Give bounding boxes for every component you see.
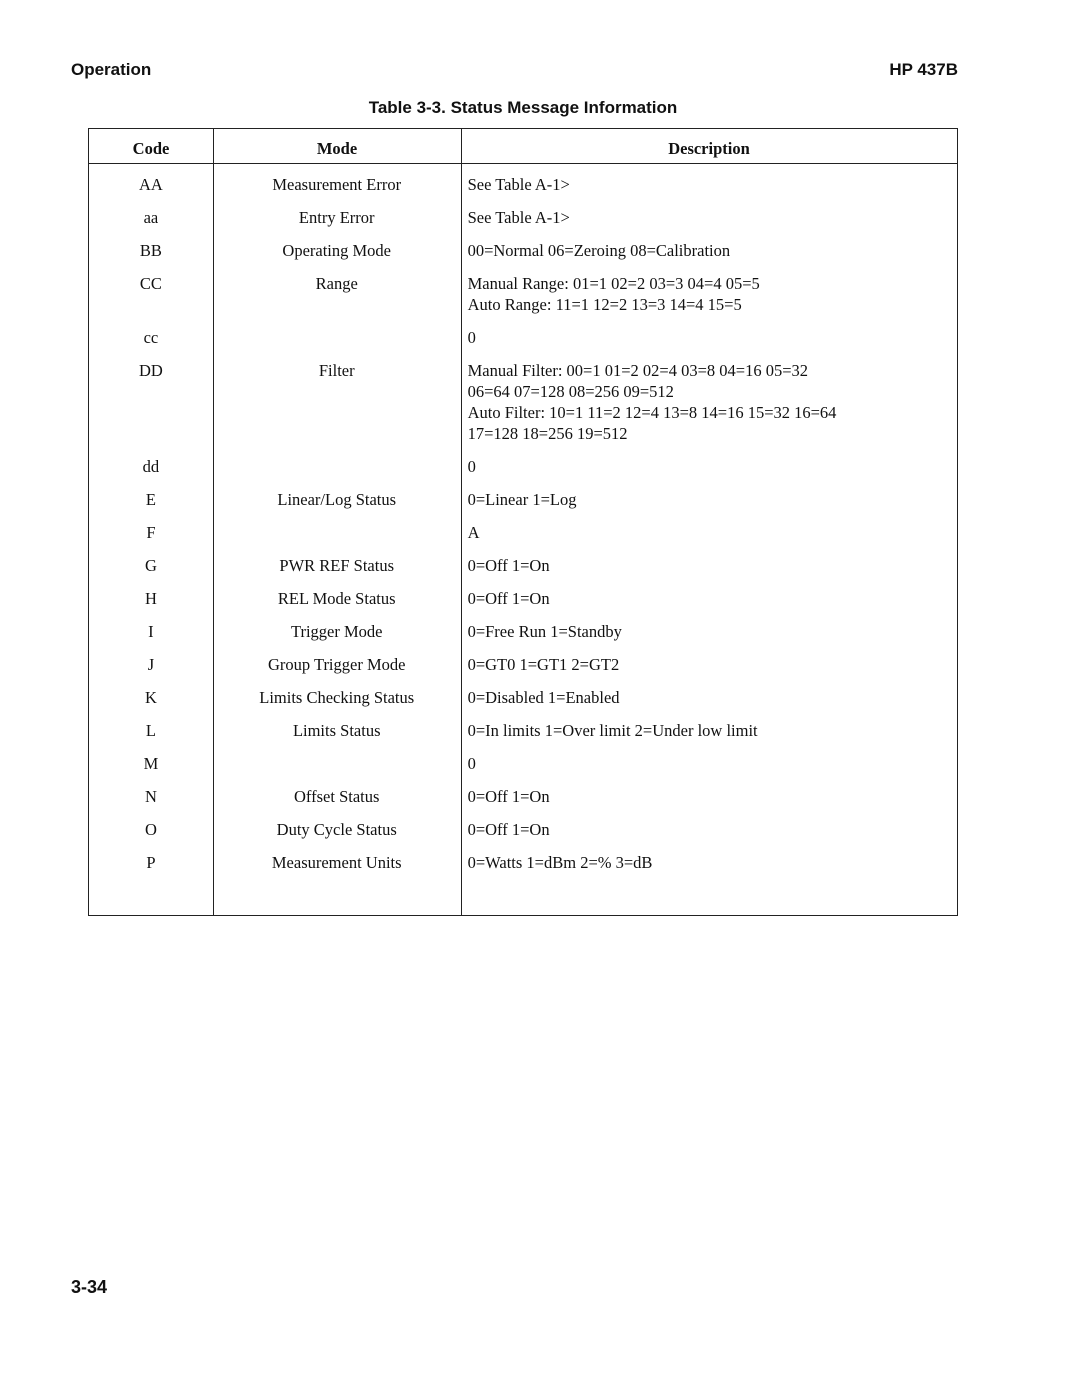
code-cell: J bbox=[147, 655, 155, 674]
description-line: 0=Disabled 1=Enabled bbox=[467, 688, 620, 707]
code-cell: BB bbox=[139, 241, 162, 260]
description-cell bbox=[461, 207, 957, 228]
code-cell: P bbox=[146, 853, 156, 872]
mode-cell: Limits Checking Status bbox=[259, 688, 415, 707]
description-cell bbox=[461, 687, 957, 708]
column-header-description: Description bbox=[668, 139, 750, 158]
table-row bbox=[89, 240, 957, 261]
table-row bbox=[89, 174, 957, 195]
mode-cell: Offset Status bbox=[294, 787, 380, 806]
description-line: 0=Linear 1=Log bbox=[467, 490, 577, 509]
table-row bbox=[89, 720, 957, 741]
code-cell: K bbox=[144, 688, 157, 707]
description-line: A bbox=[467, 523, 480, 542]
table-body bbox=[89, 174, 957, 885]
description-line: See Table A-1> bbox=[467, 175, 570, 194]
table-row bbox=[89, 621, 957, 642]
code-cell: AA bbox=[139, 175, 163, 194]
mode-cell: REL Mode Status bbox=[277, 589, 396, 608]
mode-cell: Filter bbox=[318, 361, 355, 380]
description-line: Auto Range: 11=1 12=2 13=3 14=4 15=5 bbox=[467, 295, 742, 314]
description-line: 0=Off 1=On bbox=[467, 556, 550, 575]
code-cell: I bbox=[148, 622, 154, 641]
table-row bbox=[89, 687, 957, 708]
table-row bbox=[89, 654, 957, 675]
description-cell bbox=[461, 489, 957, 510]
mode-cell: Trigger Mode bbox=[290, 622, 383, 641]
code-cell: cc bbox=[143, 328, 159, 347]
mode-cell: Duty Cycle Status bbox=[276, 820, 397, 839]
code-cell: M bbox=[143, 754, 159, 773]
mode-cell: PWR REF Status bbox=[279, 556, 395, 575]
mode-cell: Measurement Units bbox=[271, 853, 402, 872]
table-row bbox=[89, 819, 957, 840]
description-line: 0=Off 1=On bbox=[467, 820, 550, 839]
column-header-code: Code bbox=[132, 139, 170, 158]
code-cell: N bbox=[144, 787, 157, 806]
status-message-table bbox=[88, 128, 958, 916]
description-cell bbox=[461, 456, 957, 477]
table-row bbox=[89, 327, 957, 348]
mode-cell: Operating Mode bbox=[282, 241, 392, 260]
section-title: Operation bbox=[71, 60, 152, 79]
code-cell: DD bbox=[139, 361, 163, 380]
model-title: HP 437B bbox=[889, 60, 958, 79]
description-line: 06=64 07=128 08=256 09=512 bbox=[467, 382, 674, 401]
code-cell: CC bbox=[139, 274, 162, 293]
description-cell bbox=[461, 360, 957, 444]
description-cell bbox=[461, 273, 957, 315]
description-cell bbox=[461, 588, 957, 609]
mode-cell: Linear/Log Status bbox=[277, 490, 397, 509]
table-row bbox=[89, 522, 957, 543]
table-row bbox=[89, 852, 957, 873]
description-line: 0=In limits 1=Over limit 2=Under low limit bbox=[467, 721, 758, 740]
description-cell bbox=[461, 522, 957, 543]
description-line: 00=Normal 06=Zeroing 08=Calibration bbox=[467, 241, 731, 260]
header-divider bbox=[89, 163, 957, 164]
table-row bbox=[89, 555, 957, 576]
table-row bbox=[89, 207, 957, 228]
code-cell: O bbox=[144, 820, 157, 839]
description-cell bbox=[461, 786, 957, 807]
page-number: 3-34 bbox=[71, 1277, 108, 1297]
table-title: Table 3-3. Status Message Information bbox=[368, 98, 678, 117]
table-row bbox=[89, 588, 957, 609]
description-cell bbox=[461, 555, 957, 576]
description-line: 0=Watts 1=dBm 2=% 3=dB bbox=[467, 853, 653, 872]
table-row bbox=[89, 786, 957, 807]
mode-cell: Group Trigger Mode bbox=[267, 655, 406, 674]
code-cell: dd bbox=[142, 457, 160, 476]
description-line: 0=GT0 1=GT1 2=GT2 bbox=[467, 655, 620, 674]
description-cell bbox=[461, 240, 957, 261]
description-cell bbox=[461, 621, 957, 642]
description-line: 0=Off 1=On bbox=[467, 589, 550, 608]
description-line: Manual Range: 01=1 02=2 03=3 04=4 05=5 bbox=[467, 274, 760, 293]
mode-cell: Entry Error bbox=[298, 208, 375, 227]
description-cell bbox=[461, 327, 957, 348]
table-row bbox=[89, 753, 957, 774]
description-line: Auto Filter: 10=1 11=2 12=4 13=8 14=16 15=32 16=64 bbox=[467, 403, 837, 422]
code-cell: aa bbox=[143, 208, 159, 227]
description-cell bbox=[461, 753, 957, 774]
description-line: 0 bbox=[467, 754, 476, 773]
code-cell: L bbox=[145, 721, 156, 740]
description-line: See Table A-1> bbox=[467, 208, 570, 227]
description-line: 0=Free Run 1=Standby bbox=[467, 622, 622, 641]
code-cell: H bbox=[144, 589, 157, 608]
description-line: 0 bbox=[467, 328, 476, 347]
description-line: 0 bbox=[467, 457, 476, 476]
mode-cell: Range bbox=[315, 274, 358, 293]
code-cell: E bbox=[145, 490, 156, 509]
mode-cell: Measurement Error bbox=[272, 175, 402, 194]
description-line: Manual Filter: 00=1 01=2 02=4 03=8 04=16 05=32 bbox=[467, 361, 809, 380]
description-line: 17=128 18=256 19=512 bbox=[467, 424, 628, 443]
table-row bbox=[89, 489, 957, 510]
description-cell bbox=[461, 720, 957, 741]
description-cell bbox=[461, 819, 957, 840]
code-cell: F bbox=[146, 523, 156, 542]
description-cell bbox=[461, 174, 957, 195]
description-cell bbox=[461, 852, 957, 873]
table-row bbox=[89, 456, 957, 477]
table-row bbox=[89, 360, 957, 444]
description-line: 0=Off 1=On bbox=[467, 787, 550, 806]
description-cell bbox=[461, 654, 957, 675]
table-row bbox=[89, 273, 957, 315]
mode-cell: Limits Status bbox=[292, 721, 381, 740]
column-header-mode: Mode bbox=[316, 139, 358, 158]
code-cell: G bbox=[144, 556, 157, 575]
